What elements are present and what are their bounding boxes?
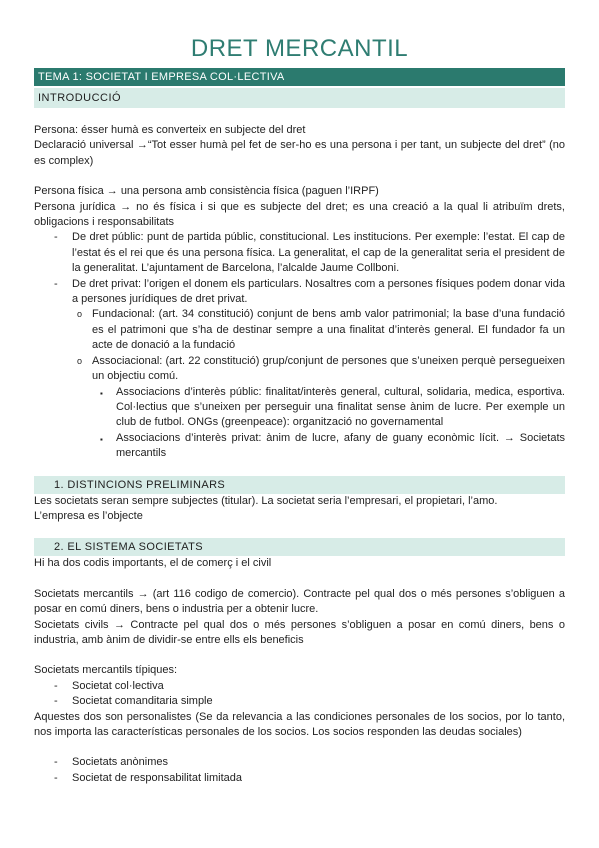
intro-paragraph: Declaració universal →“Tot esser humà pel fet de ser-ho es una persona i per tant, un subjecte del dret” (no es complex): [34, 139, 565, 167]
circle-bullet: o: [77, 309, 83, 320]
intro-header: INTRODUCCIÓ: [34, 88, 565, 108]
spacer: [34, 572, 565, 587]
list-item: [72, 354, 565, 462]
list-item: [92, 385, 565, 431]
section2-paragraph: Societats civils → Contracte pel qual dos o més persones s’obliguen a posar en comú diners, bens o industria, amb ànim de dividir-se entre ells els beneficis: [34, 618, 565, 646]
dash-bullet: -: [54, 231, 58, 244]
document-title: DRET MERCANTIL: [190, 35, 409, 62]
legal-person-list: [34, 230, 565, 461]
section1-header: 1. DISTINCIONS PRELIMINARS: [34, 476, 565, 494]
list-item: [72, 307, 565, 353]
list-item: [34, 694, 565, 709]
section1-paragraph: L’empresa es l’objecte: [34, 509, 143, 522]
intro-paragraph: Persona física → una persona amb consistència física (paguen l’IRPF): [34, 185, 379, 198]
section1-paragraph: Les societats seran sempre subjectes (titular). La societat seria l’empresari, el propietari, l’amo.: [34, 494, 498, 507]
section2-paragraph: Societats mercantils → (art 116 codigo de comercio). Contracte pel qual dos o més persones s’obliguen a posar en comú diners, bens o industria per a obtenir lucre.: [34, 587, 565, 616]
list-item: [34, 277, 565, 462]
section2-header: 2. EL SISTEMA SOCIETATS: [34, 538, 565, 556]
list-item-text: Associacional: (art. 22 constitució) grup/conjunt de persones que s’uneixen perquè persegueixen un objectiu comú.: [92, 354, 565, 383]
topic-header: TEMA 1: SOCIETAT I EMPRESA COL·LECTIVA: [34, 68, 565, 86]
typical-companies-list: [34, 679, 565, 710]
intro-paragraph: Persona: ésser humà es converteix en subjecte del dret: [34, 124, 306, 136]
list-item: [34, 755, 565, 770]
spacer: [34, 524, 565, 538]
private-law-sublist: [72, 307, 565, 461]
list-item-text: Societats anònimes: [72, 756, 168, 769]
spacer: [34, 108, 565, 123]
dash-bullet: -: [54, 679, 58, 692]
list-item-text: Societat comanditaria simple: [72, 695, 213, 708]
list-item: [34, 679, 565, 694]
list-item-text: Associacions d’interès privat: ànim de lucre, afany de guany econòmic lícit. → Societats mercantils: [116, 431, 565, 460]
section2-paragraph: Hi ha dos codis importants, el de comerç i el civil: [34, 557, 272, 570]
list-item-text: De dret públic: punt de partida públic, constitucional. Les institucions. Per exemple: l’estat. El cap de l’estat és el rei que és una persona física. La generalitat, el cap de la generalitat seria el president de la generalitat. L’ajuntament de Barcelona, l’alcalde Jaume Collboni.: [72, 231, 565, 275]
spacer: [34, 462, 565, 476]
spacer: [34, 740, 565, 755]
section2-paragraph: Aquestes dos son personalistes (Se da relevancia a las condiciones personales de los socios, por lo tanto, nos importa las características personales de los socios. Los socios responden las deudas sociales): [34, 710, 565, 738]
circle-bullet: o: [77, 355, 83, 366]
spacer: [34, 648, 565, 663]
dash-bullet: -: [54, 695, 58, 708]
list-item-text: Societat col·lectiva: [72, 679, 164, 692]
square-bullet: ▪: [100, 434, 103, 444]
dash-bullet: -: [54, 277, 58, 290]
spacer: [34, 169, 565, 184]
association-sublist: [92, 385, 565, 462]
capital-companies-list: [34, 755, 565, 786]
list-item-text: Societat de responsabilitat limitada: [72, 771, 242, 784]
dash-bullet: -: [54, 756, 58, 769]
list-item: [34, 230, 565, 276]
square-bullet: ▪: [100, 388, 103, 398]
list-item-text: De dret privat: l’origen el donem els particulars. Nosaltres com a persones físiques podem donar vida a persones jurídiques de dret privat.: [72, 277, 565, 306]
section2-paragraph: Societats mercantils típiques:: [34, 664, 178, 677]
list-item-text: Associacions d’interès públic: finalitat/interès general, cultural, solidaria, medica, esportiva. Col·lectius que s’uneixen per perseguir una finalitat sense ànim de lucre. Per exemple un club de futbol. ONGs (greenpeace): organització no governamental: [116, 385, 565, 429]
list-item-text: Fundacional: (art. 34 constitució) conjunt de bens amb valor patrimonial; la base d’una fundació es el patrimoni que s’ha de destinar sempre a una finalitat d’interès general. El fundador fa un acte de donació a la fundació: [92, 308, 565, 352]
list-item: [34, 771, 565, 786]
list-item: [92, 431, 565, 462]
dash-bullet: -: [54, 771, 58, 784]
intro-paragraph: Persona jurídica → no és física i si que es subjecte del dret; es una creació a la qual li atribuïm drets, obligacions i responsabilitats: [34, 200, 565, 229]
